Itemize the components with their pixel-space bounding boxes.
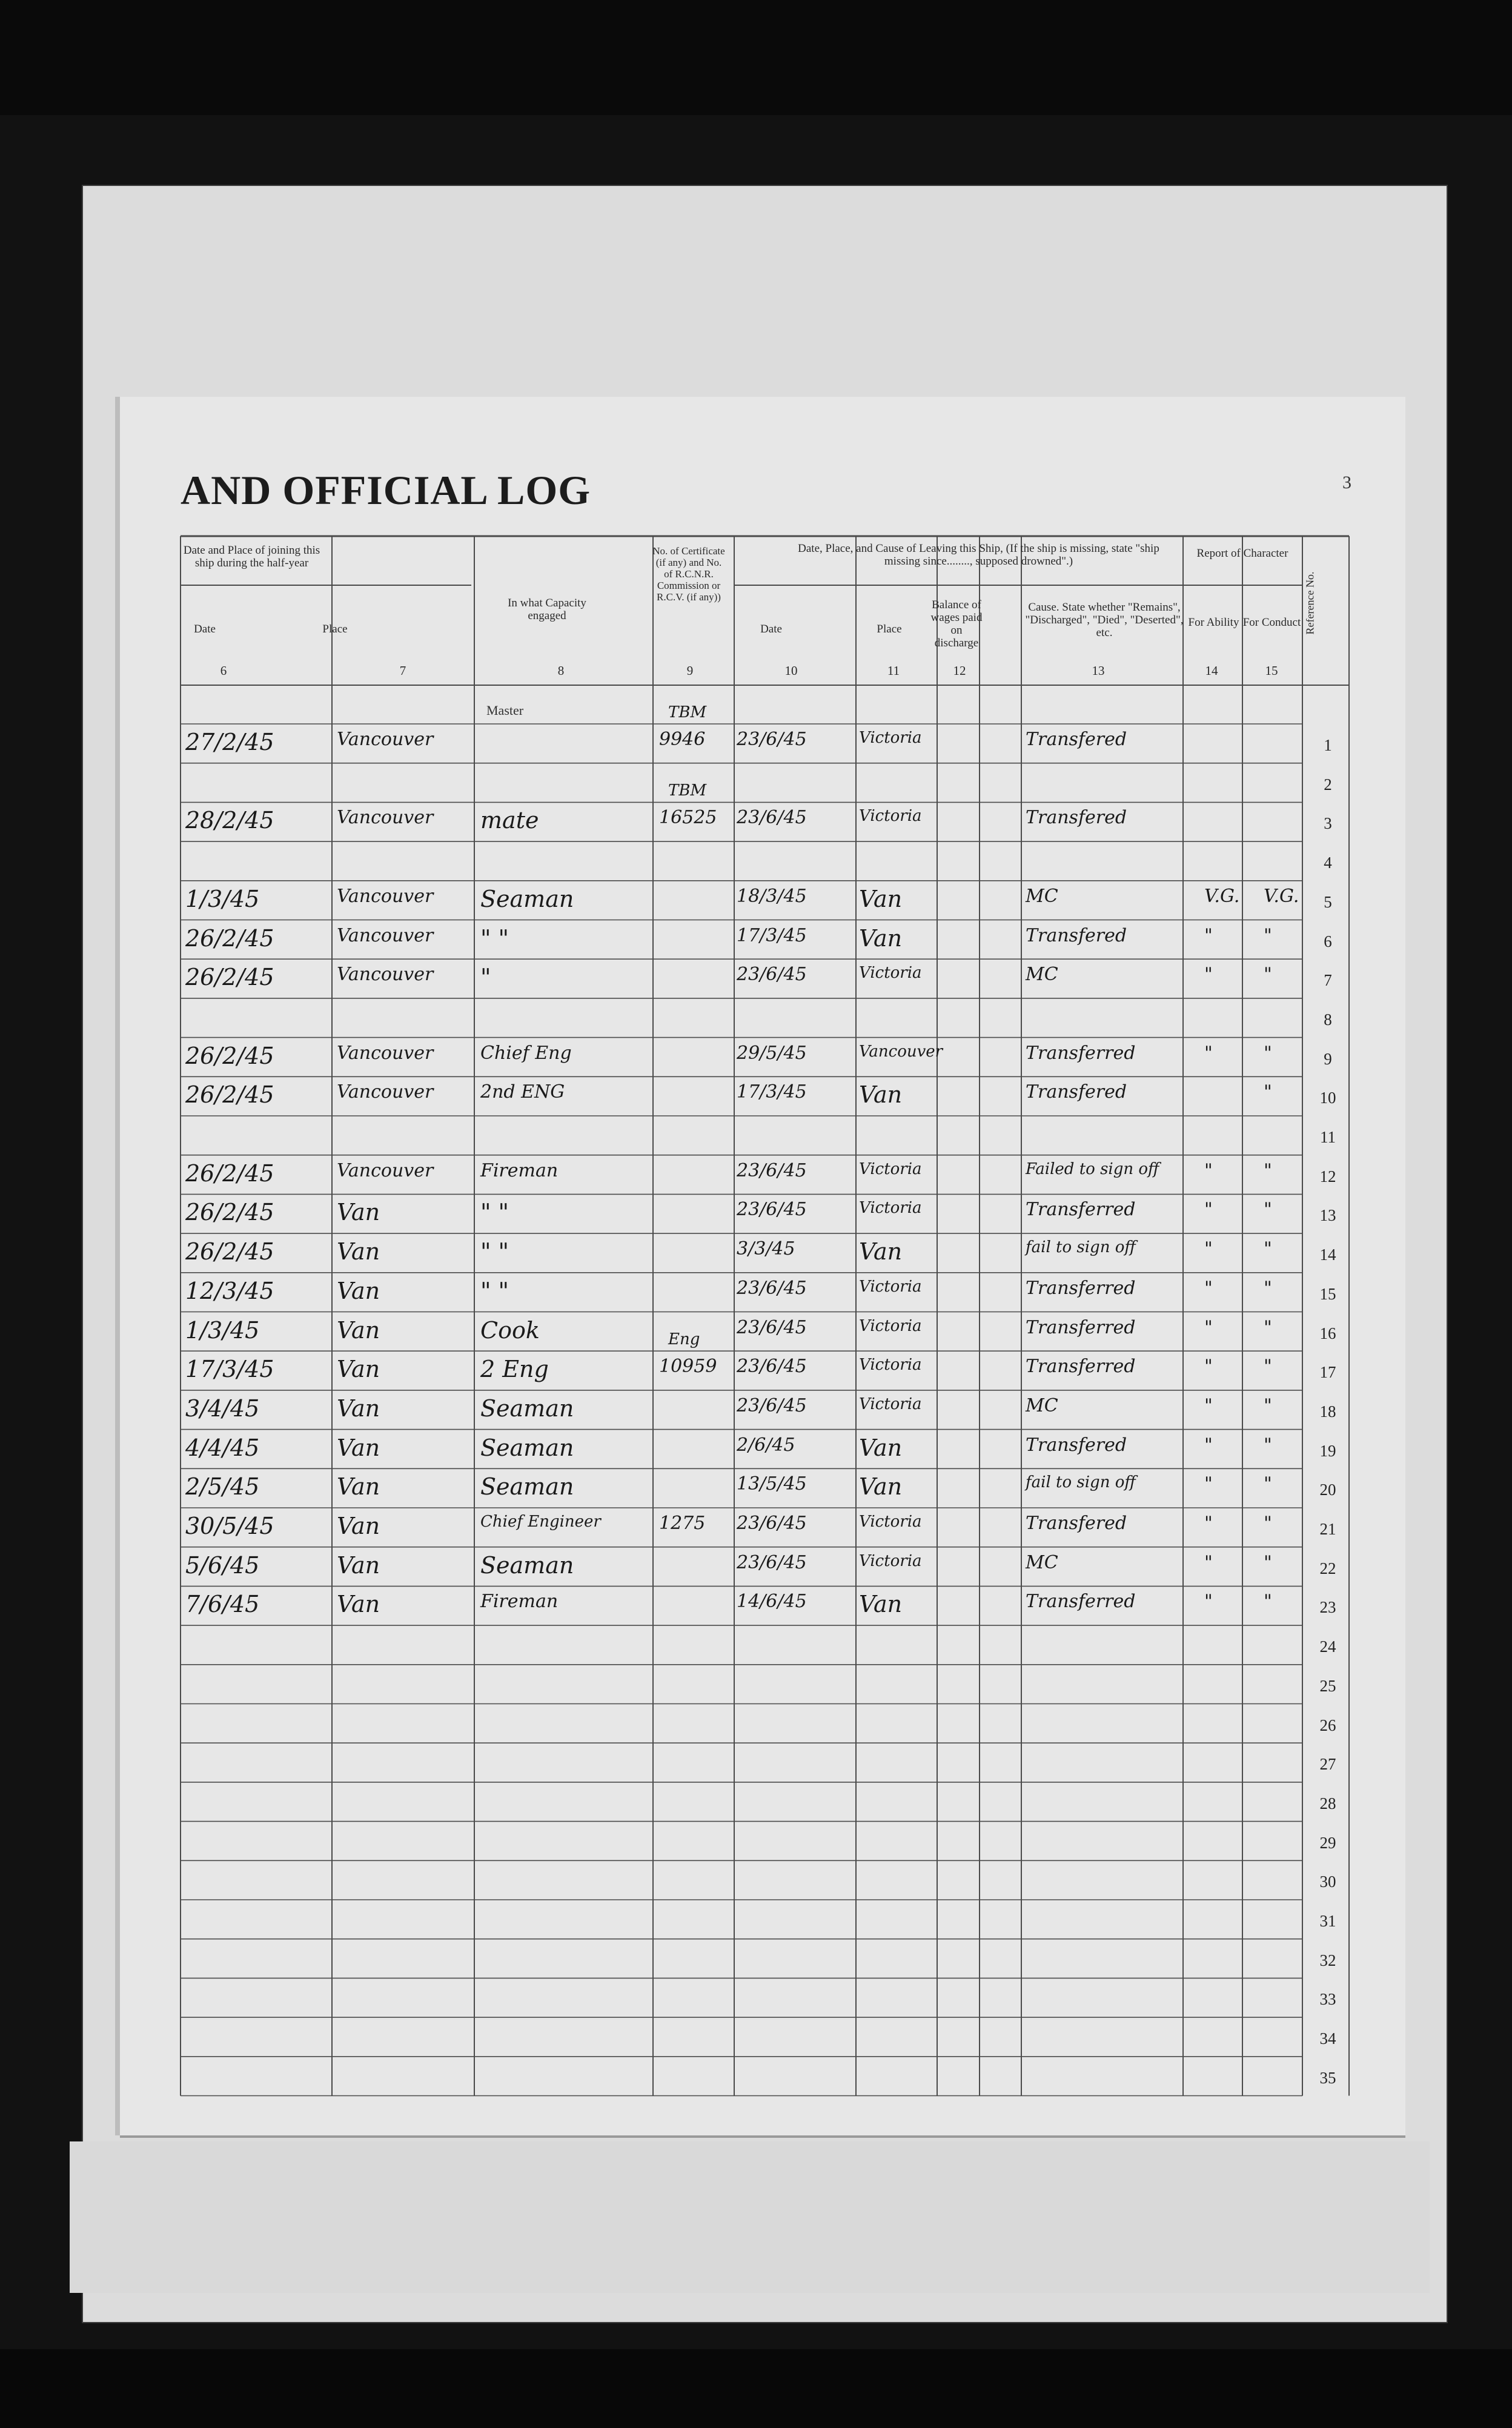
entry-ability: "	[1204, 1316, 1213, 1338]
entry-capacity: Chief Eng	[480, 1042, 572, 1064]
entry-cause: Transfered	[1026, 1434, 1127, 1456]
header-conduct: For Conduct	[1242, 616, 1301, 629]
entry-leave-place: Van	[859, 1081, 903, 1109]
entry-conduct: "	[1264, 1356, 1272, 1378]
entry-leave-place: Van	[859, 1591, 903, 1618]
entry-certificate-number: 1275	[659, 1513, 706, 1534]
reference-number: 32	[1319, 1951, 1336, 1969]
reference-number: 6	[1324, 932, 1332, 950]
entry-place: Van	[337, 1434, 380, 1461]
entry-ability: "	[1204, 1473, 1213, 1495]
page-heading: AND OFFICIAL LOG	[181, 467, 591, 513]
film-border-bottom	[0, 2349, 1512, 2428]
reference-number: 11	[1320, 1128, 1336, 1146]
entry-conduct: "	[1264, 1513, 1272, 1534]
entry-leave-place: Vancouver	[859, 1042, 943, 1061]
master-label: Master	[486, 703, 524, 718]
entry-leave-place: Van	[859, 1238, 903, 1265]
entry-date: 26/2/45	[185, 924, 274, 952]
entry-leave-date: 23/6/45	[737, 1551, 807, 1573]
entry-leave-date: 23/6/45	[737, 1395, 807, 1416]
entry-date: 26/2/45	[185, 1081, 274, 1109]
entry-leave-place: Victoria	[859, 1316, 922, 1335]
header-certificate: No. of Certificate (if any) and No. of R.C.N.R. Commission or R.C.V. (if any))	[652, 545, 725, 603]
reference-number: 3	[1324, 814, 1332, 833]
entry-conduct: "	[1264, 1591, 1272, 1613]
entry-leave-date: 23/6/45	[737, 964, 807, 986]
reference-number: 16	[1319, 1324, 1336, 1342]
entry-ability: "	[1204, 1199, 1213, 1221]
reference-number: 4	[1324, 854, 1332, 872]
entry-capacity: Cook	[480, 1316, 540, 1344]
header-joining: Date and Place of joining this ship during the half-year	[183, 544, 320, 569]
header-place: Place	[322, 623, 348, 635]
entry-leave-place: Victoria	[859, 1356, 922, 1375]
column-number: 14	[1205, 663, 1218, 678]
entry-leave-date: 23/6/45	[737, 1316, 807, 1338]
entry-conduct: "	[1264, 1473, 1272, 1495]
entry-leave-date: 3/3/45	[737, 1238, 795, 1260]
column-number: 6	[220, 663, 227, 678]
reference-number: 21	[1319, 1520, 1336, 1538]
entry-leave-date: 2/6/45	[737, 1434, 795, 1456]
entry-certificate-number: 16525	[659, 807, 717, 829]
column-number: 10	[784, 663, 798, 678]
entry-capacity: " "	[480, 1199, 509, 1226]
entry-cause: Transferred	[1026, 1199, 1136, 1221]
entry-ability: V.G.	[1204, 885, 1240, 907]
reference-number: 10	[1319, 1089, 1336, 1107]
entry-cause: Transfered	[1026, 924, 1127, 946]
entry-cause: MC	[1026, 885, 1058, 907]
entry-date: 26/2/45	[185, 1199, 274, 1226]
column-number: 11	[887, 663, 900, 678]
entry-place: Van	[337, 1277, 380, 1304]
entry-place: Van	[337, 1199, 380, 1226]
page-number: 3	[1342, 473, 1351, 493]
entry-place: Vancouver	[337, 807, 434, 829]
entry-certificate-prefix: Eng	[668, 1330, 700, 1349]
entry-conduct: "	[1264, 1199, 1272, 1221]
entry-capacity: "	[480, 964, 491, 991]
reference-number: 1	[1324, 736, 1332, 754]
entry-leave-place: Van	[859, 1434, 903, 1461]
header-capacity: In what Capacity engaged	[508, 597, 586, 622]
entry-leave-place: Victoria	[859, 1159, 922, 1178]
entry-leave-place: Victoria	[859, 729, 922, 747]
entry-cause: fail to sign off	[1026, 1473, 1136, 1492]
entry-leave-date: 29/5/45	[737, 1042, 807, 1064]
entry-conduct: "	[1264, 1395, 1272, 1416]
page-bottom-strip	[70, 2141, 1430, 2293]
reference-number: 18	[1319, 1402, 1336, 1421]
header-reference: Reference No.	[1304, 571, 1316, 635]
entry-capacity: Seaman	[480, 1434, 574, 1461]
entry-date: 3/4/45	[185, 1395, 260, 1422]
entry-ability: "	[1204, 1434, 1213, 1456]
entry-capacity: Chief Engineer	[480, 1513, 601, 1531]
entry-leave-date: 23/6/45	[737, 807, 807, 829]
entry-leave-date: 23/6/45	[737, 1199, 807, 1221]
entry-place: Vancouver	[337, 964, 434, 986]
entry-ability: "	[1204, 964, 1213, 986]
entry-place: Vancouver	[337, 885, 434, 907]
entry-ability: "	[1204, 1277, 1213, 1299]
entry-leave-place: Victoria	[859, 1277, 922, 1296]
entry-conduct: V.G.	[1264, 885, 1299, 907]
entry-date: 1/3/45	[185, 1316, 260, 1344]
entry-leave-date: 13/5/45	[737, 1473, 807, 1495]
entry-conduct: "	[1264, 1238, 1272, 1260]
entry-leave-date: 23/6/45	[737, 1513, 807, 1534]
entry-date: 12/3/45	[185, 1277, 274, 1304]
entry-ability: "	[1204, 1395, 1213, 1416]
entry-date: 30/5/45	[185, 1513, 274, 1539]
entry-leave-date: 18/3/45	[737, 885, 807, 907]
entry-ability: "	[1204, 1591, 1213, 1613]
header-date: Date	[194, 623, 216, 635]
reference-number: 23	[1319, 1598, 1336, 1617]
entry-certificate-prefix: TBM	[668, 703, 707, 721]
entry-capacity: Seaman	[480, 1551, 574, 1579]
entry-cause: Transfered	[1026, 729, 1127, 750]
entry-leave-date: 23/6/45	[737, 729, 807, 750]
entry-cause: MC	[1026, 1551, 1058, 1573]
reference-number: 14	[1319, 1246, 1336, 1264]
entry-capacity: Fireman	[480, 1591, 559, 1613]
reference-number: 17	[1319, 1363, 1336, 1382]
entry-conduct: "	[1264, 1551, 1272, 1573]
entry-certificate-number: 9946	[659, 729, 706, 750]
entry-cause: fail to sign off	[1026, 1238, 1136, 1257]
entry-place: Van	[337, 1473, 380, 1501]
entry-cause: Transferred	[1026, 1316, 1136, 1338]
log-page	[120, 397, 1405, 2135]
reference-number: 28	[1319, 1794, 1336, 1813]
entry-date: 2/5/45	[185, 1473, 260, 1501]
entry-conduct: "	[1264, 1081, 1272, 1103]
reference-number: 26	[1319, 1716, 1336, 1734]
entry-date: 26/2/45	[185, 1042, 274, 1069]
header-ability: For Ability	[1188, 616, 1239, 629]
reference-number: 27	[1319, 1755, 1336, 1774]
entry-leave-place: Victoria	[859, 807, 922, 826]
reference-number: 9	[1324, 1049, 1332, 1068]
entry-date: 4/4/45	[185, 1434, 260, 1461]
column-number: 15	[1265, 663, 1278, 678]
entry-leave-date: 23/6/45	[737, 1277, 807, 1299]
entry-cause: Transfered	[1026, 1513, 1127, 1534]
header-leave-date: Date	[760, 623, 782, 635]
entry-leave-date: 17/3/45	[737, 924, 807, 946]
entry-capacity: Fireman	[480, 1159, 559, 1181]
entry-date: 26/2/45	[185, 964, 274, 991]
entry-capacity: " "	[480, 1238, 509, 1265]
entry-date: 28/2/45	[185, 807, 274, 834]
entry-ability: "	[1204, 1551, 1213, 1573]
column-number: 12	[953, 663, 966, 678]
entry-cause: MC	[1026, 964, 1058, 986]
reference-number: 34	[1319, 2029, 1336, 2048]
entry-ability: "	[1204, 1356, 1213, 1378]
reference-number: 5	[1324, 892, 1332, 911]
entry-conduct: "	[1264, 964, 1272, 986]
entry-cause: MC	[1026, 1395, 1058, 1416]
reference-number: 8	[1324, 1010, 1332, 1029]
entry-cause: Transfered	[1026, 1081, 1127, 1103]
column-number: 9	[686, 663, 694, 678]
reference-number: 35	[1319, 2068, 1336, 2087]
header-balance: Balance of wages paid on discharge	[930, 599, 983, 649]
reference-number: 24	[1319, 1637, 1336, 1656]
entry-leave-place: Victoria	[859, 1395, 922, 1413]
table-grid	[120, 397, 1405, 2135]
entry-capacity: Seaman	[480, 885, 574, 912]
entry-date: 17/3/45	[185, 1356, 274, 1383]
entry-leave-place: Van	[859, 1473, 903, 1501]
reference-number: 2	[1324, 775, 1332, 794]
entry-conduct: "	[1264, 1434, 1272, 1456]
header-character: Report of Character	[1196, 547, 1288, 560]
entry-cause: Transfered	[1026, 807, 1127, 829]
entry-capacity: Seaman	[480, 1473, 574, 1501]
header-leave-place: Place	[877, 623, 902, 635]
reference-number: 29	[1319, 1833, 1336, 1852]
entry-place: Vancouver	[337, 1159, 434, 1181]
entry-place: Vancouver	[337, 1042, 434, 1064]
column-number: 8	[557, 663, 565, 678]
entry-place: Van	[337, 1356, 380, 1383]
entry-conduct: "	[1264, 1316, 1272, 1338]
entry-leave-date: 17/3/45	[737, 1081, 807, 1103]
entry-conduct: "	[1264, 1159, 1272, 1181]
entry-leave-place: Victoria	[859, 964, 922, 983]
reference-number: 33	[1319, 1990, 1336, 2009]
entry-place: Van	[337, 1395, 380, 1422]
entry-leave-place: Victoria	[859, 1551, 922, 1570]
entry-conduct: "	[1264, 1042, 1272, 1064]
reference-number: 20	[1319, 1481, 1336, 1499]
entry-place: Van	[337, 1591, 380, 1618]
reference-number: 12	[1319, 1167, 1336, 1186]
entry-conduct: "	[1264, 924, 1272, 946]
entry-date: 26/2/45	[185, 1238, 274, 1265]
header-cause: Cause. State whether "Remains", "Discharged", "Died", "Deserted", etc.	[1025, 601, 1184, 639]
entry-date: 7/6/45	[185, 1591, 260, 1618]
entry-cause: Transferred	[1026, 1277, 1136, 1299]
entry-date: 27/2/45	[185, 729, 274, 755]
entry-leave-date: 14/6/45	[737, 1591, 807, 1613]
entry-place: Van	[337, 1238, 380, 1265]
entry-place: Vancouver	[337, 729, 434, 750]
entry-place: Vancouver	[337, 1081, 434, 1103]
entry-leave-date: 23/6/45	[737, 1159, 807, 1181]
entry-certificate-prefix: TBM	[668, 781, 707, 800]
entry-place: Vancouver	[337, 924, 434, 946]
entry-capacity: Seaman	[480, 1395, 574, 1422]
column-number: 7	[399, 663, 406, 678]
reference-number: 7	[1324, 971, 1332, 990]
entry-ability: "	[1204, 1238, 1213, 1260]
entry-place: Van	[337, 1551, 380, 1579]
entry-leave-place: Victoria	[859, 1513, 922, 1531]
entry-leave-date: 23/6/45	[737, 1356, 807, 1378]
entry-capacity: " "	[480, 924, 509, 952]
reference-number: 30	[1319, 1872, 1336, 1891]
entry-capacity: " "	[480, 1277, 509, 1304]
entry-ability: "	[1204, 1513, 1213, 1534]
entry-leave-place: Van	[859, 885, 903, 912]
entry-ability: "	[1204, 1159, 1213, 1181]
entry-place: Van	[337, 1316, 380, 1344]
reference-number: 19	[1319, 1441, 1336, 1460]
entry-capacity: 2 Eng	[480, 1356, 549, 1383]
entry-date: 26/2/45	[185, 1159, 274, 1187]
entry-cause: Transferred	[1026, 1356, 1136, 1378]
entry-cause: Transferred	[1026, 1042, 1136, 1064]
entry-date: 1/3/45	[185, 885, 260, 912]
entry-certificate-number: 10959	[659, 1356, 717, 1378]
reference-number: 22	[1319, 1559, 1336, 1577]
film-border-top	[0, 0, 1512, 115]
entry-conduct: "	[1264, 1277, 1272, 1299]
entry-cause: Transferred	[1026, 1591, 1136, 1613]
entry-leave-place: Van	[859, 924, 903, 952]
column-number: 13	[1092, 663, 1105, 678]
entry-date: 5/6/45	[185, 1551, 260, 1579]
entry-ability: "	[1204, 924, 1213, 946]
reference-number: 13	[1319, 1206, 1336, 1225]
entry-place: Van	[337, 1513, 380, 1539]
entry-cause: Failed to sign off	[1026, 1159, 1159, 1178]
entry-capacity: 2nd ENG	[480, 1081, 565, 1103]
reference-number: 31	[1319, 1912, 1336, 1930]
entry-ability: "	[1204, 1042, 1213, 1064]
header-leaving: Date, Place, and Cause of Leaving this Ship, (If the ship is missing, state "ship missing since........, supposed drowned".)	[798, 542, 1159, 568]
reference-number: 25	[1319, 1676, 1336, 1695]
entry-leave-place: Victoria	[859, 1199, 922, 1218]
entry-capacity: mate	[480, 807, 539, 834]
reference-number: 15	[1319, 1284, 1336, 1303]
